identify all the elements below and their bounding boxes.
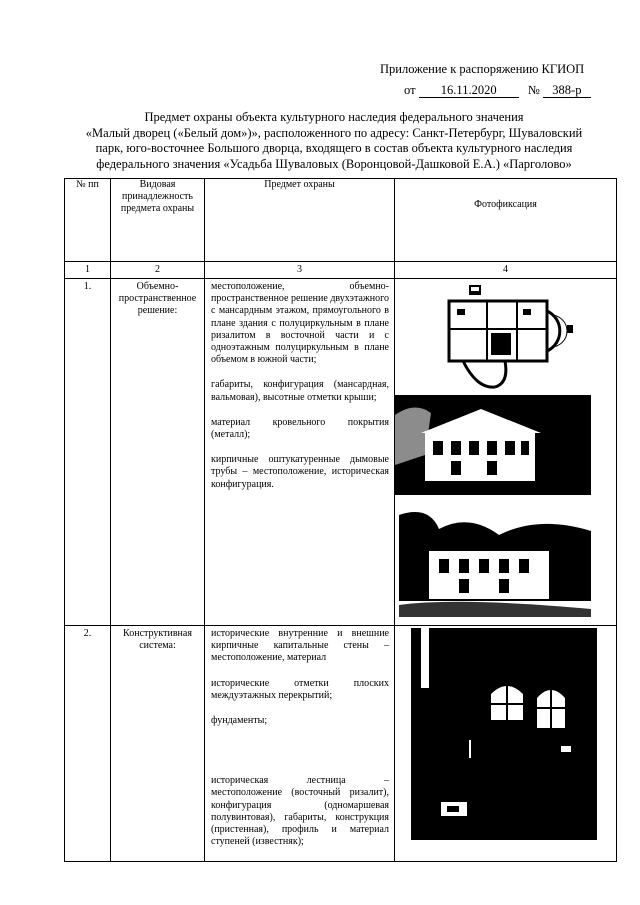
table-row: [65, 626, 617, 862]
subject-item: габариты, конфигурация (мансардная, вальмовая), высотные отметки крыши;: [211, 379, 389, 403]
subject-item: историческая лестница – местоположение (восточный ризалит), конфигурация (одномаршевая полувинтовая), габариты, конструкция (пристенная), профиль и материал ступеней (известняк);: [211, 775, 389, 848]
column-number: 3: [205, 262, 395, 279]
from-label: от: [404, 83, 416, 97]
floor-plan-image: [447, 285, 583, 395]
interior-photo: [411, 628, 597, 840]
title-line: «Малый дворец («Белый дом»)», расположенного по адресу: Санкт-Петербург, Шуваловский: [85, 125, 583, 140]
number-label: №: [527, 83, 540, 97]
facade-photo-1: [395, 395, 591, 495]
title-line: парк, юго-восточнее Большого дворца, входящего в состав объекта культурного наследия: [95, 141, 573, 156]
header-kind: Видовая принадлежность предмета охраны: [111, 179, 205, 262]
subject-item: местоположение, объемно-пространственное решение двухэтажного с мансардным этажом, прямоугольного в плане здания с полуциркульным в плане ризалитом в восточной части и с одноэтажным полуциркульным в плане объемом в южной части;: [211, 281, 389, 366]
header-subject: Предмет охраны: [205, 179, 395, 262]
order-number: 388-р: [543, 84, 591, 98]
subject-item: исторические внутренние и внешние кирпичные капитальные стены – местоположение, материал: [211, 628, 389, 664]
protection-subject-table: [64, 178, 617, 862]
row-kind: Конструктивная система:: [111, 626, 205, 862]
row-number: 2.: [65, 626, 111, 862]
appendix-caption: Приложение к распоряжению КГИОП: [380, 62, 585, 76]
row-subject: [205, 626, 395, 862]
title-line: Предмет охраны объекта культурного наследия федерального значения: [144, 110, 524, 124]
order-date-line: [404, 83, 591, 98]
header-photo: Фотофиксация: [395, 179, 617, 262]
subject-item: исторические отметки плоских междуэтажных перекрытий;: [211, 677, 389, 701]
subject-item: материал кровельного покрытия (металл);: [211, 416, 389, 441]
table-row: [65, 279, 617, 626]
facade-photo-2: [399, 505, 591, 617]
header-number: № пп: [65, 179, 111, 262]
document-title: [64, 110, 604, 172]
row-number: 1.: [65, 279, 111, 626]
column-number: 4: [395, 262, 617, 279]
row-kind: Объемно-пространственное решение:: [111, 279, 205, 626]
row-photos: [395, 279, 617, 626]
column-number: 1: [65, 262, 111, 279]
subject-item: фундаменты;: [211, 715, 268, 727]
title-line: федерального значения «Усадьба Шуваловых (Воронцовой-Дашковой Е.А.) «Парголово»: [96, 156, 572, 171]
subject-item: кирпичные оштукатуренные дымовые трубы – местоположение, историческая конфигурация.: [211, 454, 389, 490]
row-photos: [395, 626, 617, 862]
row-subject: [205, 279, 395, 626]
order-date: 16.11.2020: [419, 84, 519, 98]
column-number: 2: [111, 262, 205, 279]
